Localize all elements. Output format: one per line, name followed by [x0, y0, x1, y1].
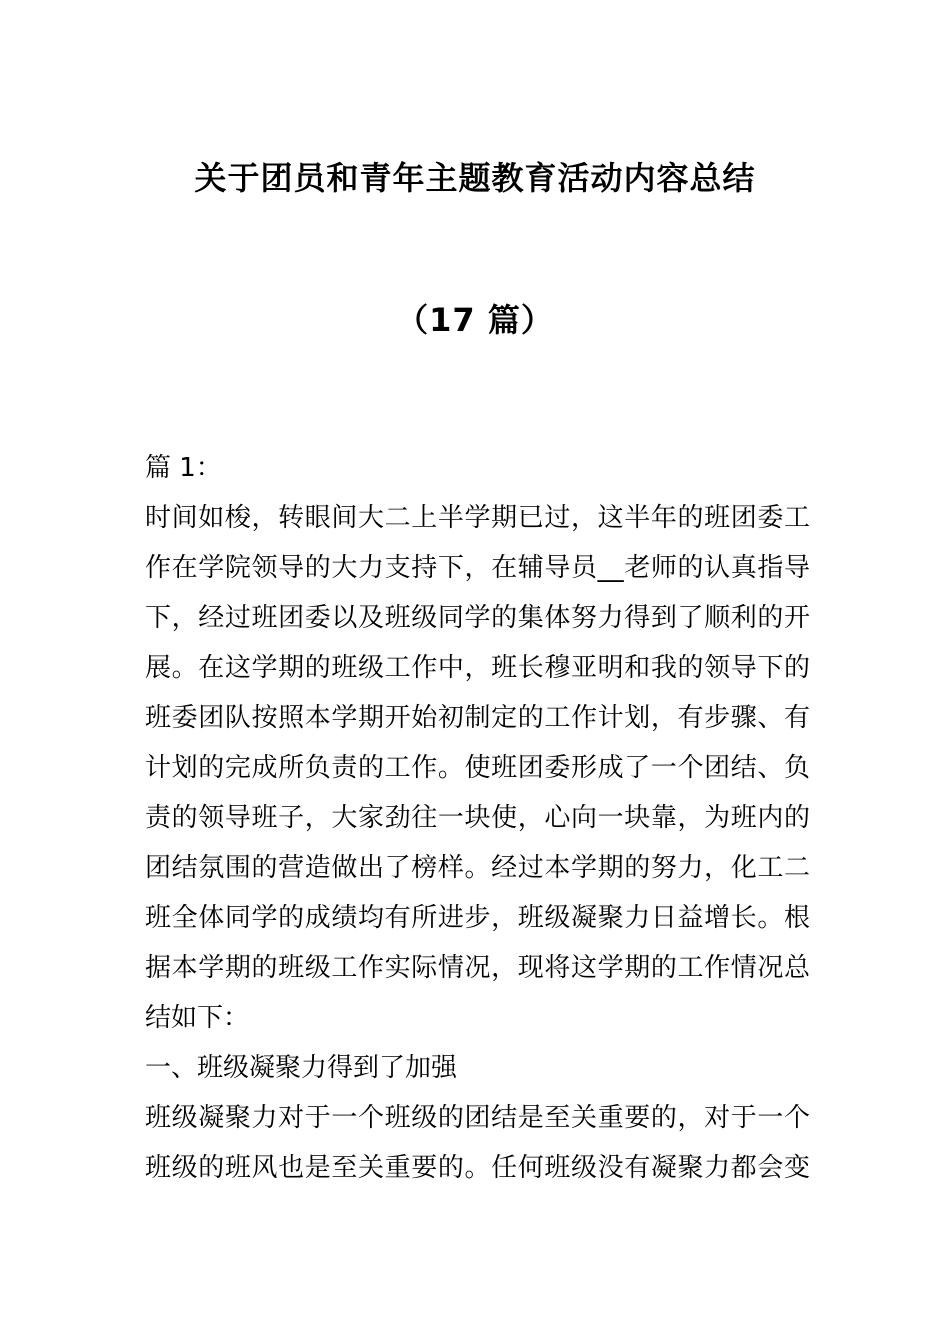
text-line: 责的领导班子，大家劲往一块使，心向一块靠，为班内的 [145, 803, 810, 833]
text-line: 篇 1： [145, 453, 222, 483]
text-line: 班委团队按照本学期开始初制定的工作计划，有步骤、有 [145, 703, 810, 733]
text-line: 作在学院领导的大力支持下，在辅导员__老师的认真指导 [145, 553, 810, 583]
document-subtitle: （17 篇） [396, 301, 554, 339]
text-line: 下，经过班团委以及班级同学的集体努力得到了顺利的开 [145, 603, 810, 633]
text-line: 计划的完成所负责的工作。使班团委形成了一个团结、负 [145, 753, 810, 783]
text-line: 结如下： [145, 1003, 250, 1033]
document-body [145, 443, 810, 1193]
text-line: 团结氛围的营造做出了榜样。经过本学期的努力，化工二 [145, 853, 810, 883]
document-title: 关于团员和青年主题教育活动内容总结 [194, 159, 756, 197]
text-line: 时间如梭，转眼间大二上半学期已过，这半年的班团委工 [145, 503, 810, 533]
text-line: 班全体同学的成绩均有所进步，班级凝聚力日益增长。根 [145, 903, 810, 933]
text-line: 一、班级凝聚力得到了加强 [145, 1053, 458, 1083]
text-line: 班级的班风也是至关重要的。任何班级没有凝聚力都会变 [145, 1153, 810, 1183]
text-line: 展。在这学期的班级工作中，班长穆亚明和我的领导下的 [145, 653, 810, 683]
text-line: 据本学期的班级工作实际情况，现将这学期的工作情况总 [145, 953, 810, 983]
text-line: 班级凝聚力对于一个班级的团结是至关重要的，对于一个 [145, 1103, 810, 1133]
